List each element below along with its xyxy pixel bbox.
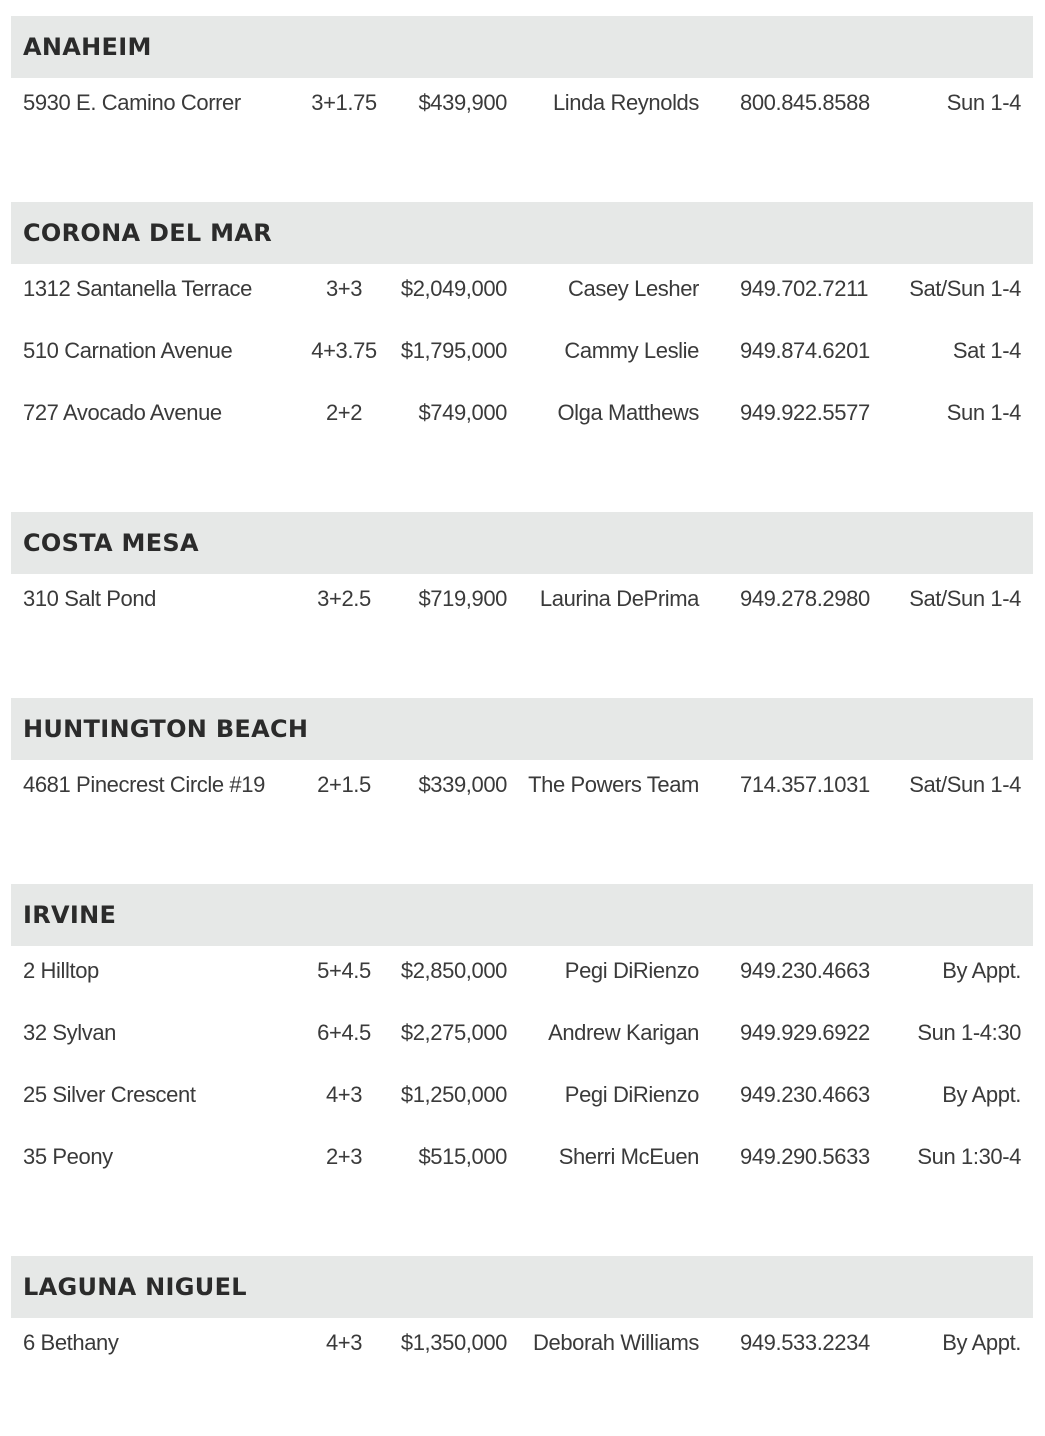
listing-bed-bath: 3+2.5 (317, 586, 371, 611)
listing-agent: Andrew Karigan (548, 1020, 699, 1045)
listing-address: 4681 Pinecrest Circle #19 (23, 772, 265, 797)
listing-phone: 800.845.8588 (740, 90, 870, 115)
listing-agent: Laurina DePrima (539, 586, 699, 611)
listing-hours: Sat 1-4 (952, 338, 1021, 363)
listing-row (11, 1070, 1033, 1132)
listing-agent: Casey Lesher (568, 276, 699, 301)
listing-agent: The Powers Team (528, 772, 699, 797)
listing-hours: Sat/Sun 1-4 (909, 276, 1021, 301)
listing-price: $439,900 (418, 90, 507, 115)
city-header: COSTA MESA (11, 512, 1033, 574)
city-header: HUNTINGTON BEACH (11, 698, 1033, 760)
listing-hours: Sun 1-4 (946, 90, 1021, 115)
section-anaheim (11, 16, 1033, 140)
listing-agent: Linda Reynolds (552, 90, 699, 115)
listing-hours: Sat/Sun 1-4 (909, 586, 1021, 611)
listing-phone: 949.922.5577 (740, 400, 870, 425)
listing-address: 2 Hilltop (23, 958, 99, 983)
listing-bed-bath: 5+4.5 (317, 958, 371, 983)
listing-address: 25 Silver Crescent (23, 1082, 196, 1107)
listing-phone: 949.874.6201 (740, 338, 870, 363)
section-irvine (11, 884, 1033, 1194)
listing-address: 1312 Santanella Terrace (23, 276, 252, 301)
listing-price: $1,250,000 (400, 1082, 507, 1107)
listing-phone: 949.230.4663 (740, 1082, 870, 1107)
listing-hours: By Appt. (942, 958, 1021, 983)
listing-price: $515,000 (418, 1144, 507, 1169)
city-header: LAGUNA NIGUEL (11, 1256, 1033, 1318)
listing-hours: By Appt. (942, 1330, 1021, 1355)
listing-address: 727 Avocado Avenue (23, 400, 222, 425)
listing-address: 510 Carnation Avenue (23, 338, 233, 363)
listing-address: 35 Peony (23, 1144, 113, 1169)
listing-phone: 949.290.5633 (740, 1144, 870, 1169)
listing-row (11, 574, 1033, 636)
section-huntington-beach (11, 698, 1033, 822)
listing-row (11, 946, 1033, 1008)
listing-address: 310 Salt Pond (23, 586, 157, 611)
listing-price: $2,850,000 (400, 958, 507, 983)
listing-bed-bath: 3+1.75 (311, 90, 377, 115)
section-laguna-niguel (11, 1256, 1033, 1380)
listing-agent: Olga Matthews (557, 400, 699, 425)
listing-hours: Sun 1-4 (946, 400, 1021, 425)
listing-row (11, 1132, 1033, 1194)
listing-price: $1,795,000 (400, 338, 507, 363)
city-header: ANAHEIM (11, 16, 1033, 78)
listing-row (11, 388, 1033, 450)
listing-price: $339,000 (418, 772, 507, 797)
listing-row (11, 326, 1033, 388)
listing-row (11, 1318, 1033, 1380)
listing-bed-bath: 2+1.5 (317, 772, 371, 797)
listing-row (11, 264, 1033, 326)
listing-agent: Pegi DiRienzo (564, 1082, 699, 1107)
listing-row (11, 1008, 1033, 1070)
listing-phone: 949.929.6922 (740, 1020, 870, 1045)
city-header: CORONA DEL MAR (11, 202, 1033, 264)
listing-bed-bath: 2+2 (325, 400, 363, 425)
listing-phone: 949.230.4663 (740, 958, 870, 983)
listing-phone: 714.357.1031 (740, 772, 870, 797)
listing-agent: Deborah Williams (533, 1330, 699, 1355)
listing-bed-bath: 4+3 (325, 1082, 363, 1107)
listing-phone: 949.533.2234 (740, 1330, 870, 1355)
listing-bed-bath: 4+3.75 (311, 338, 377, 363)
section-costa-mesa (11, 512, 1033, 636)
listing-agent: Cammy Leslie (564, 338, 699, 363)
listing-bed-bath: 2+3 (325, 1144, 363, 1169)
listing-price: $719,900 (418, 586, 507, 611)
listing-agent: Sherri McEuen (558, 1144, 699, 1169)
listing-price: $2,049,000 (400, 276, 507, 301)
listing-agent: Pegi DiRienzo (564, 958, 699, 983)
listing-address: 5930 E. Camino Correr (23, 90, 241, 115)
listing-bed-bath: 3+3 (325, 276, 363, 301)
listing-price: $749,000 (418, 400, 507, 425)
listing-hours: By Appt. (942, 1082, 1021, 1107)
listing-phone: 949.278.2980 (740, 586, 870, 611)
listing-phone: 949.702.7211 (740, 276, 869, 301)
listing-row (11, 78, 1033, 140)
listing-hours: Sun 1-4:30 (917, 1020, 1021, 1045)
listing-row (11, 760, 1033, 822)
section-corona-del-mar (11, 202, 1033, 450)
listing-bed-bath: 6+4.5 (317, 1020, 371, 1045)
city-header: IRVINE (11, 884, 1033, 946)
listing-price: $2,275,000 (400, 1020, 507, 1045)
listing-bed-bath: 4+3 (325, 1330, 363, 1355)
listing-address: 6 Bethany (23, 1330, 119, 1355)
listing-hours: Sat/Sun 1-4 (909, 772, 1021, 797)
listing-price: $1,350,000 (400, 1330, 507, 1355)
listing-hours: Sun 1:30-4 (917, 1144, 1021, 1169)
listing-address: 32 Sylvan (23, 1020, 117, 1045)
